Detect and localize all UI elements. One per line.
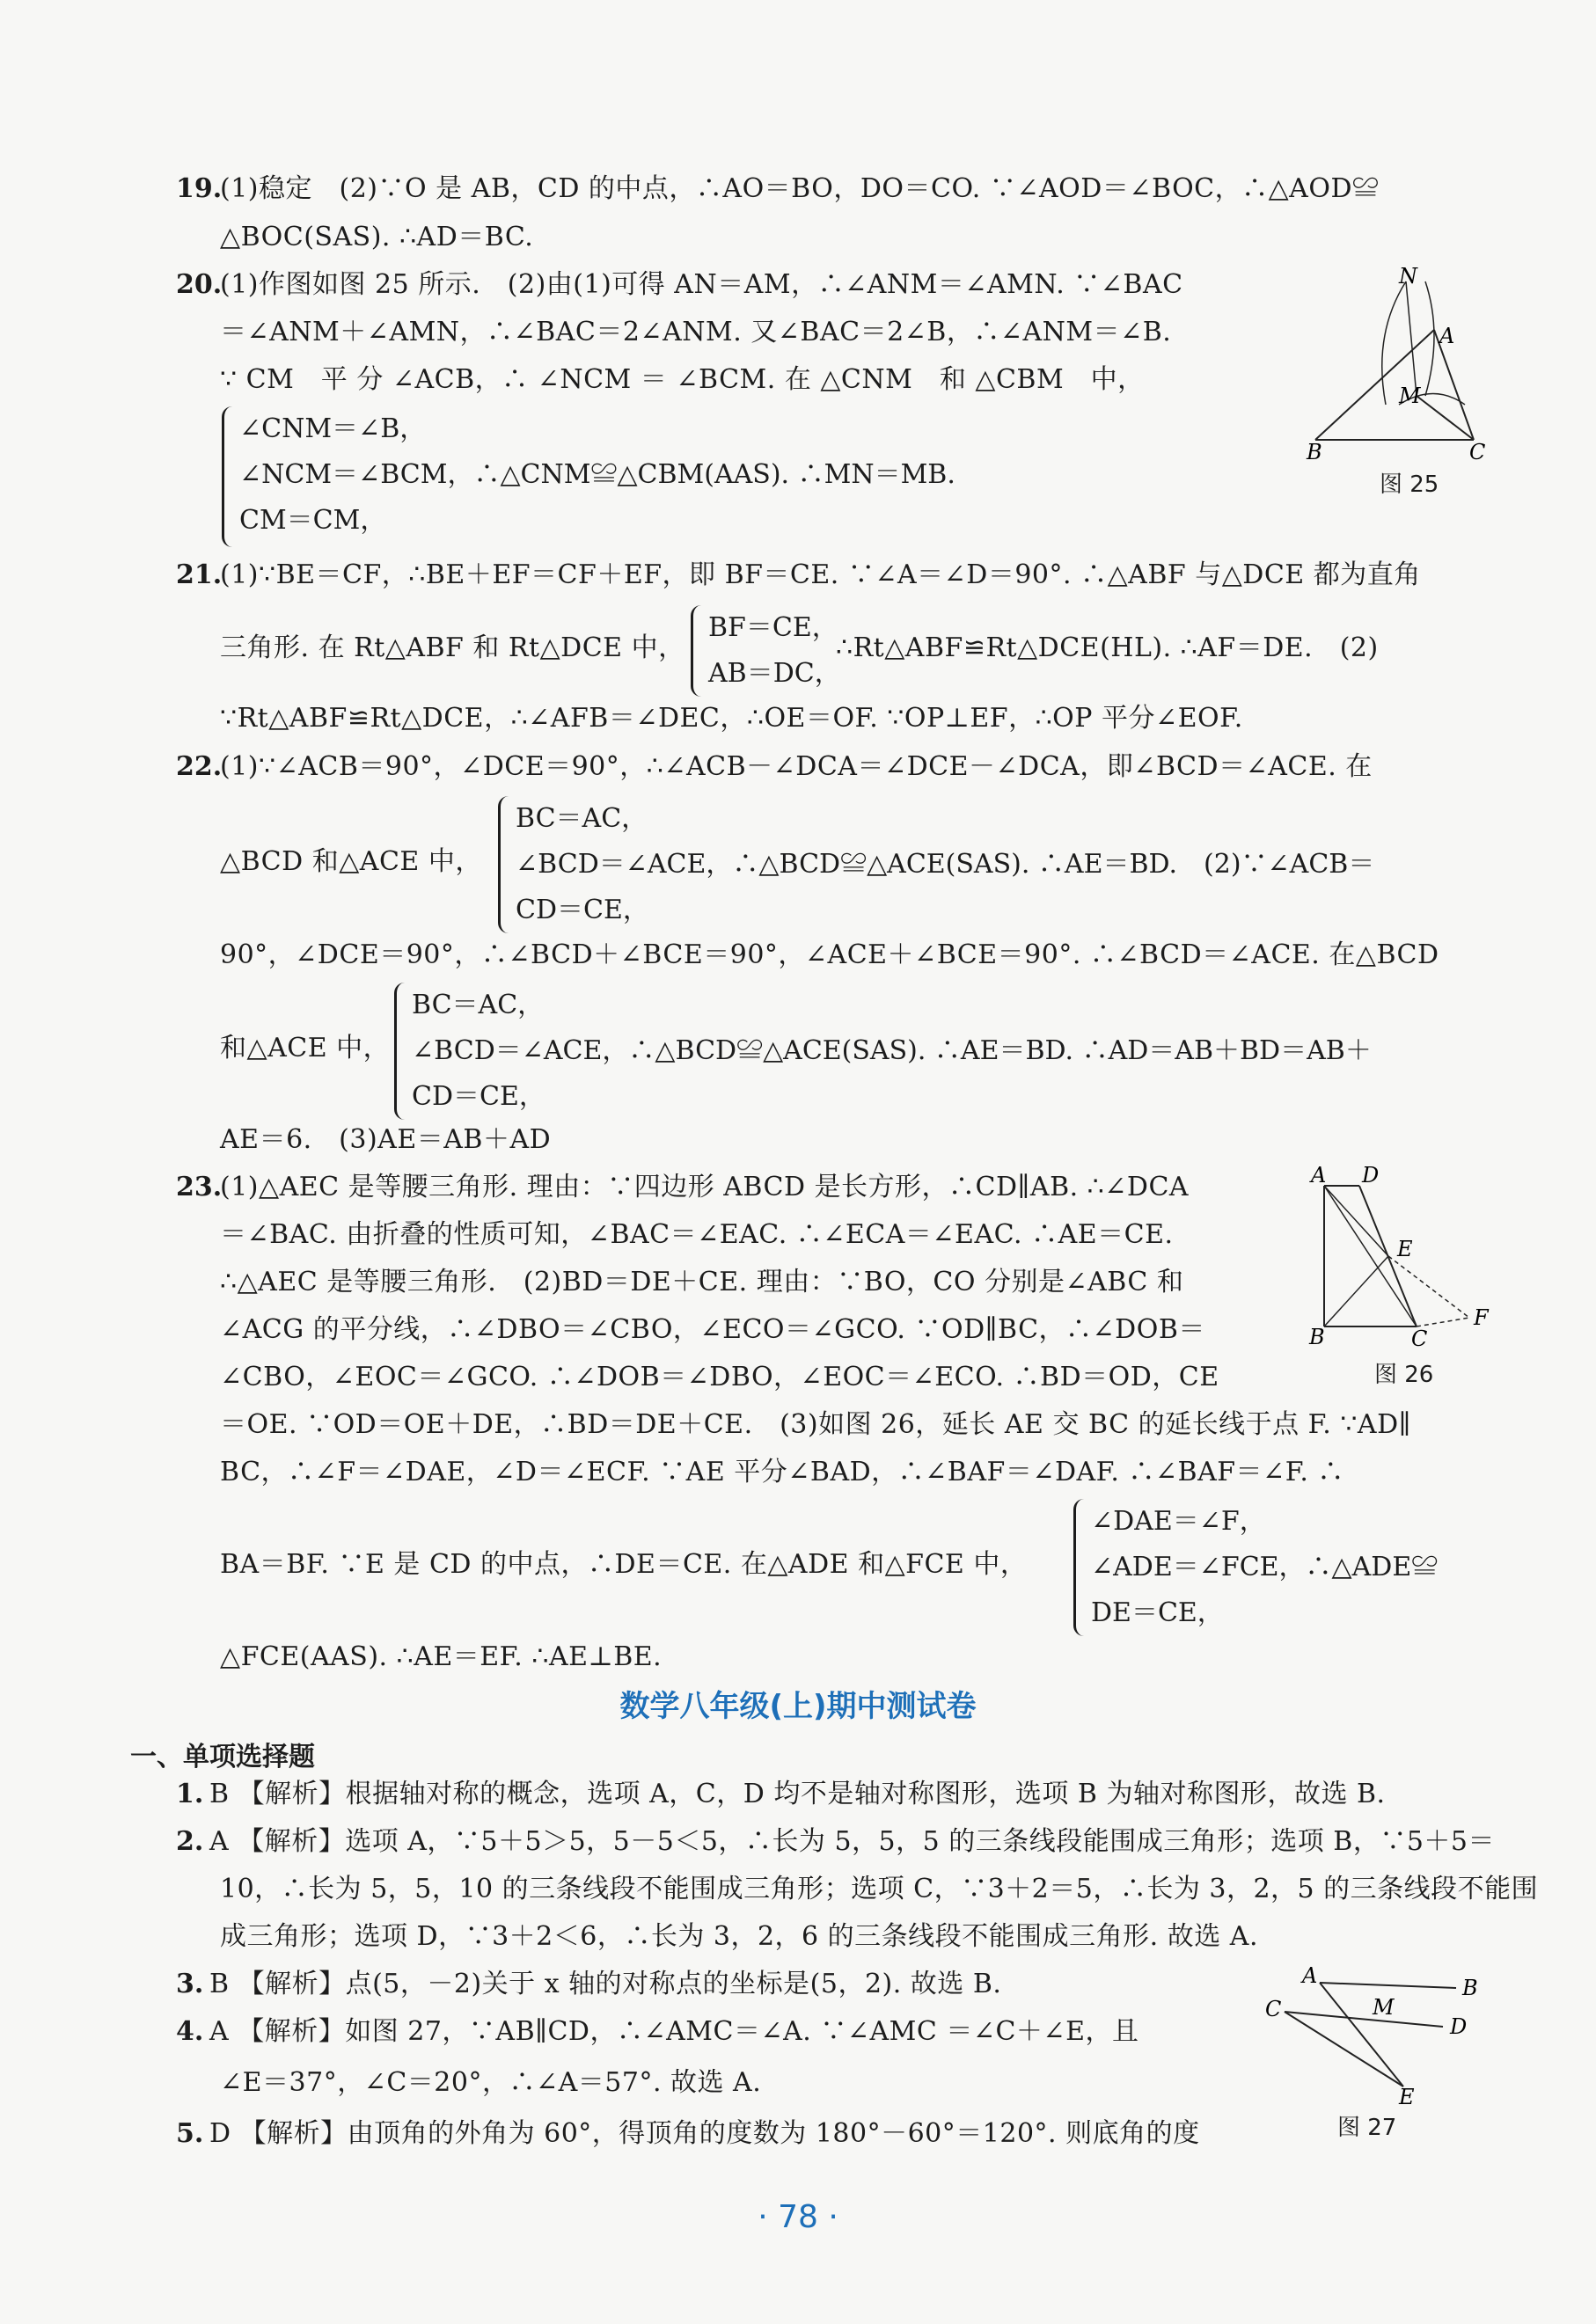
fig26-label-a: A xyxy=(1311,1163,1327,1188)
mc5-text: D 【解析】由顶角的外角为 60°，得顶角的度数为 180°－60°＝120°. 则底角的度 xyxy=(209,2118,1200,2149)
q21-system-row: BF＝CE， xyxy=(708,612,838,643)
q22-system-row: CD＝CE， xyxy=(412,1081,545,1112)
q21-line-2-prefix: 三角形. 在 Rt△ABF 和 Rt△DCE 中， xyxy=(220,632,685,663)
mc2-number: 2. xyxy=(176,1826,204,1857)
left-brace xyxy=(691,605,706,697)
mc5-number: 5. xyxy=(176,2118,204,2149)
fig25-label-n: N xyxy=(1399,264,1417,289)
q20-system-row: ∠CNM＝∠B， xyxy=(239,413,427,444)
left-brace xyxy=(222,406,237,547)
q22-line-5: AE＝6. (3)AE＝AB＋AD xyxy=(220,1124,552,1155)
q22-number: 22. xyxy=(176,751,223,782)
figure-26 xyxy=(1293,1159,1496,1353)
fig26-label-f: F xyxy=(1474,1305,1489,1330)
q20-system-row: ∠NCM＝∠BCM，∴△CNM≌△CBM(AAS). ∴MN＝MB. xyxy=(239,459,955,490)
fig27-label-m: M xyxy=(1373,1995,1395,2020)
figure-27-caption: 图 27 xyxy=(1337,2115,1397,2141)
mc2-line-1: A 【解析】选项 A，∵5＋5＞5，5－5＜5，∴长为 5，5，5 的三条线段能围成三角形；选项 B，∵5＋5＝ xyxy=(209,1826,1496,1857)
fig25-label-c: C xyxy=(1469,440,1486,464)
q21-equation-system xyxy=(691,605,841,697)
mc1-text: B 【解析】根据轴对称的概念，选项 A，C，D 均不是轴对称图形，选项 B 为轴对称图形，故选 B. xyxy=(209,1779,1386,1809)
q20-line-2: ＝∠ANM＋∠AMN，∴∠BAC＝2∠ANM. 又∠BAC＝2∠B，∴∠ANM＝∠B. xyxy=(220,317,1172,347)
fig27-label-d: D xyxy=(1450,2014,1468,2039)
mc1-number: 1. xyxy=(176,1779,204,1809)
figure-25-caption: 图 25 xyxy=(1380,471,1439,498)
q22-line-1: (1)∵∠ACB＝90°，∠DCE＝90°，∴∠ACB－∠DCA＝∠DCE－∠DCA，即∠BCD＝∠ACE. 在 xyxy=(220,751,1373,782)
q22-line-3: 90°，∠DCE＝90°，∴∠BCD＋∠BCE＝90°，∠ACE＋∠BCE＝90°. ∴∠BCD＝∠ACE. 在△BCD xyxy=(220,939,1439,970)
fig26-label-b: B xyxy=(1309,1325,1325,1349)
fig27-label-c: C xyxy=(1265,1997,1282,2021)
q23-equation-system xyxy=(1073,1499,1438,1636)
q21-system-row: AB＝DC， xyxy=(708,658,841,689)
q22-system-row: BC＝AC， xyxy=(516,803,648,834)
q23-system-row: DE＝CE， xyxy=(1091,1597,1224,1628)
q20-line-3: ∵ CM 平 分 ∠ACB，∴ ∠NCM ＝ ∠BCM. 在 △CNM 和 △CBM 中， xyxy=(220,364,1145,395)
mc4-line-2: ∠E＝37°，∠C＝20°，∴∠A＝57°. 故选 A. xyxy=(220,2067,762,2098)
q21-line-3: ∵Rt△ABF≌Rt△DCE，∴∠AFB＝∠DEC，∴OE＝OF. ∵OP⊥EF，∴OP 平分∠EOF. xyxy=(220,703,1243,734)
fig25-label-a: A xyxy=(1439,324,1455,348)
fig25-label-m: M xyxy=(1399,384,1421,408)
q23-line-6: ＝OE. ∵OD＝OE＋DE，∴BD＝DE＋CE. (3)如图 26，延长 AE 交 BC 的延长线于点 F. ∵AD∥ xyxy=(220,1409,1411,1440)
q23-line-3: ∴△AEC 是等腰三角形. (2)BD＝DE＋CE. 理由：∵BO，CO 分别是∠ABC 和 xyxy=(220,1267,1184,1297)
page-number: · 78 · xyxy=(758,2199,838,2235)
q22-line-2-prefix: △BCD 和△ACE 中， xyxy=(220,846,482,877)
fig25-label-b: B xyxy=(1307,440,1322,464)
q23-line-4: ∠ACG 的平分线，∴∠DBO＝∠CBO，∠ECO＝∠GCO. ∵OD∥BC，∴∠DOB＝ xyxy=(220,1314,1205,1345)
q23-line-1: (1)△AEC 是等腰三角形. 理由：∵四边形 ABCD 是长方形，∴CD∥AB. ∴∠DCA xyxy=(220,1172,1190,1202)
q22-equation-system-2 xyxy=(394,983,1372,1120)
q22-line-4-prefix: 和△ACE 中， xyxy=(220,1033,391,1063)
mc2-line-3: 成三角形；选项 D，∵3＋2＜6，∴长为 3，2，6 的三条线段不能围成三角形. 故选 A. xyxy=(220,1921,1258,1952)
q20-line-1: (1)作图如图 25 所示. (2)由(1)可得 AN＝AM，∴∠ANM＝∠AMN. ∵∠BAC xyxy=(220,269,1183,300)
left-brace xyxy=(394,983,409,1120)
figure-27 xyxy=(1258,1963,1496,2104)
q20-equation-system xyxy=(222,406,955,544)
q20-number: 20. xyxy=(176,269,223,300)
q23-line-8-prefix: BA＝BF. ∵E 是 CD 的中点，∴DE＝CE. 在△ADE 和△FCE 中， xyxy=(220,1549,1028,1580)
q23-line-7: BC，∴∠F＝∠DAE，∠D＝∠ECF. ∵AE 平分∠BAD，∴∠BAF＝∠DAF. ∴∠BAF＝∠F. ∴ xyxy=(220,1457,1344,1487)
mc4-line-1: A 【解析】如图 27，∵AB∥CD，∴∠AMC＝∠A. ∵∠AMC ＝∠C＋∠E，且 xyxy=(209,2016,1139,2047)
fig27-label-e: E xyxy=(1399,2085,1415,2104)
left-brace xyxy=(1073,1499,1088,1636)
q23-system-row: ∠ADE＝∠FCE，∴△ADE≌ xyxy=(1091,1552,1439,1582)
q21-line-1: (1)∵BE＝CF，∴BE＋EF＝CF＋EF，即 BF＝CE. ∵∠A＝∠D＝90°. ∴△ABF 与△DCE 都为直角 xyxy=(220,559,1421,590)
q19-line-1: (1)稳定 (2)∵O 是 AB，CD 的中点，∴AO＝BO，DO＝CO. ∵∠AOD＝∠BOC，∴△AOD≌ xyxy=(220,173,1380,204)
q22-system-row: ∠BCD＝∠ACE，∴△BCD≌△ACE(SAS). ∴AE＝BD. (2)∵∠ACB＝ xyxy=(516,849,1375,880)
q19-line-2: △BOC(SAS). ∴AD＝BC. xyxy=(220,222,534,252)
q22-system-row: CD＝CE， xyxy=(516,895,649,925)
q19-number: 19. xyxy=(176,173,223,204)
figure-26-caption: 图 26 xyxy=(1374,1362,1434,1388)
q23-system-row: ∠DAE＝∠F， xyxy=(1091,1506,1266,1537)
fig26-label-e: E xyxy=(1397,1237,1413,1261)
fig27-label-a: A xyxy=(1302,1963,1318,1988)
q21-line-2-suffix: ∴Rt△ABF≌Rt△DCE(HL). ∴AF＝DE. (2) xyxy=(836,632,1379,663)
figure-25 xyxy=(1293,264,1496,466)
q22-equation-system-1 xyxy=(498,796,1374,933)
mc3-number: 3. xyxy=(176,1969,204,1999)
q22-system-row: ∠BCD＝∠ACE，∴△BCD≌△ACE(SAS). ∴AE＝BD. ∴AD＝AB＋BD＝AB＋ xyxy=(412,1035,1372,1066)
mc3-text: B 【解析】点(5，－2)关于 x 轴的对称点的坐标是(5，2). 故选 B. xyxy=(209,1969,1002,1999)
fig26-label-c: C xyxy=(1411,1326,1428,1351)
left-brace xyxy=(498,796,513,933)
fig27-label-b: B xyxy=(1462,1976,1478,2000)
q20-system-row: CM＝CM， xyxy=(239,505,387,536)
q23-line-9: △FCE(AAS). ∴AE＝EF. ∴AE⊥BE. xyxy=(220,1641,663,1672)
section-title: 一、单项选择题 xyxy=(130,1742,315,1772)
mc4-number: 4. xyxy=(176,2016,204,2047)
q23-number: 23. xyxy=(176,1172,223,1202)
test-title: 数学八年级(上)期中测试卷 xyxy=(619,1689,977,1724)
q22-system-row: BC＝AC， xyxy=(412,990,545,1020)
q23-line-5: ∠CBO，∠EOC＝∠GCO. ∴∠DOB＝∠DBO，∠EOC＝∠ECO. ∴BD＝OD，CE xyxy=(220,1362,1219,1392)
q23-line-2: ＝∠BAC. 由折叠的性质可知，∠BAC＝∠EAC. ∴∠ECA＝∠EAC. ∴AE＝CE. xyxy=(220,1219,1174,1250)
q21-number: 21. xyxy=(176,559,223,590)
mc2-line-2: 10，∴长为 5，5，10 的三条线段不能围成三角形；选项 C，∵3＋2＝5，∴长为 3，2，5 的三条线段不能围 xyxy=(220,1874,1539,1904)
fig26-label-d: D xyxy=(1362,1163,1380,1188)
